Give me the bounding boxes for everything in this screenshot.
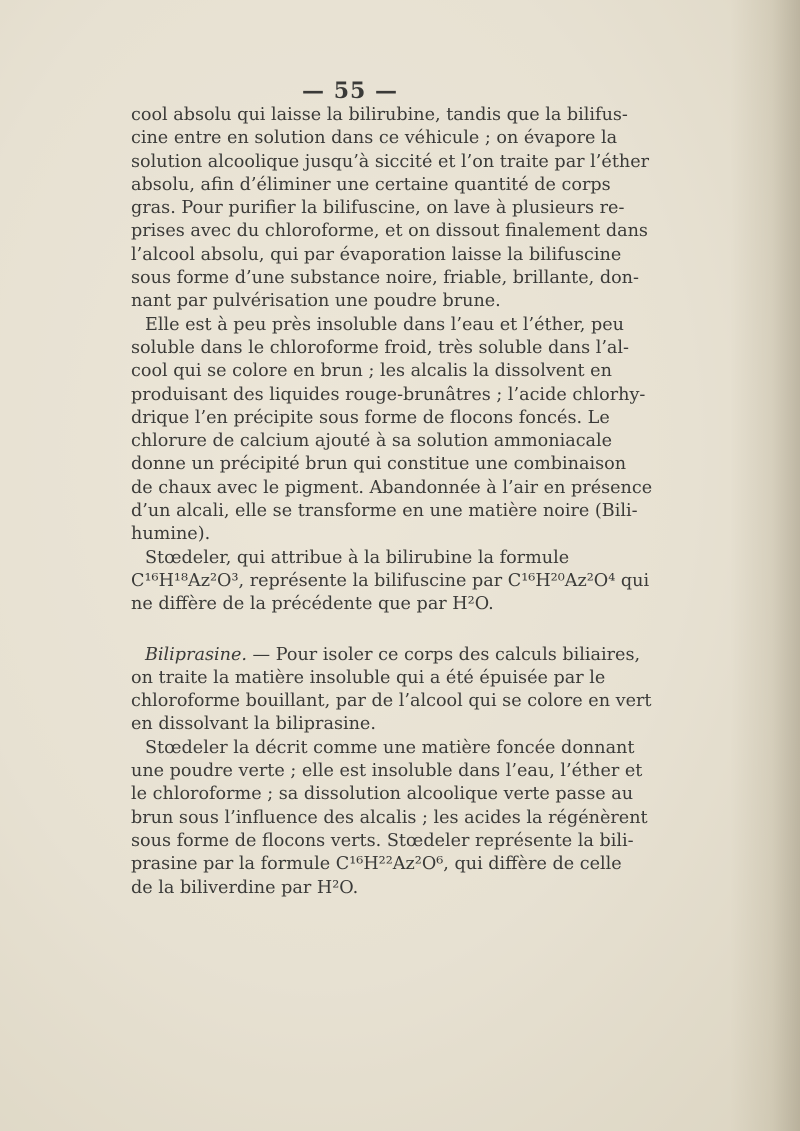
text-line: cool qui se colore en brun ; les alcalis la dissolvent en: [131, 361, 612, 382]
text-line: absolu, afin d’éliminer une certaine quantité de corps: [131, 174, 611, 195]
text-line: une poudre verte ; elle est insoluble dans l’eau, l’éther et: [131, 761, 643, 782]
text-line: d’un alcali, elle se transforme en une matière noire (Bili-: [131, 501, 638, 522]
text-line: on traite la matière insoluble qui a été épuisée par le: [131, 667, 606, 688]
text-line: Elle est à peu près insoluble dans l’eau et l’éther, peu: [145, 314, 624, 335]
text-line: C¹⁶H¹⁸Az²O³, représente la bilifuscine par C¹⁶H²⁰Az²O⁴ qui: [131, 570, 650, 591]
text-segment: — Pour isoler ce corps des calculs biliaires,: [246, 644, 641, 665]
text-line: brun sous l’influence des alcalis ; les acides la régénèrent: [131, 807, 648, 828]
text-line: chlorure de calcium ajouté à sa solution ammoniacale: [131, 431, 613, 452]
text-line: prises avec du chloroforme, et on dissout finalement dans: [131, 221, 648, 242]
section-heading: Biliprasine.: [145, 644, 247, 665]
section-heading-line: [131, 644, 641, 667]
text-line: cine entre en solution dans ce véhicule ; on évapore la: [131, 128, 618, 149]
text-line: nant par pulvérisation une poudre brune.: [131, 291, 501, 312]
page-edge-shading: [730, 0, 800, 1131]
text-line: drique l’en précipite sous forme de flocons foncés. Le: [131, 407, 610, 428]
text-line: de chaux avec le pigment. Abandonnée à l’air en présence: [131, 477, 653, 498]
text-line: de la biliverdine par H²O.: [131, 877, 359, 898]
text-line: cool absolu qui laisse la bilirubine, tandis que la bilifus-: [131, 105, 628, 125]
text-line: en dissolvant la biliprasine.: [131, 714, 376, 735]
text-line: sous forme de flocons verts. Stœdeler représente la bili-: [131, 830, 634, 851]
text-line: chloroforme bouillant, par de l’alcool qui se colore en vert: [131, 691, 652, 712]
text-line: donne un précipité brun qui constitue une combinaison: [131, 454, 627, 475]
text-line: produisant des liquides rouge-brunâtres ; l’acide chlorhy-: [131, 384, 646, 405]
text-line: humine).: [131, 524, 211, 545]
page-number: — 55 —: [302, 78, 398, 104]
text-line: l’alcool absolu, qui par évaporation laisse la bilifuscine: [131, 244, 622, 265]
text-line: prasine par la formule C¹⁶H²²Az²O⁶, qui diffère de celle: [131, 854, 622, 875]
text-line: Stœdeler la décrit comme une matière foncée donnant: [145, 737, 635, 758]
text-line: ne diffère de la précédente que par H²O.: [131, 594, 494, 615]
text-line: sous forme d’une substance noire, friable, brillante, don-: [131, 268, 639, 289]
text-line: solution alcoolique jusqu’à siccité et l’on traite par l’éther: [131, 151, 650, 172]
text-line: gras. Pour purifier la bilifuscine, on lave à plusieurs re-: [131, 198, 625, 219]
text-line: le chloroforme ; sa dissolution alcoolique verte passe au: [131, 784, 634, 805]
body-text: [131, 104, 653, 900]
text-line: Stœdeler, qui attribue à la bilirubine la formule: [145, 547, 570, 568]
section-gap: [131, 617, 568, 644]
text-line: soluble dans le chloroforme froid, très soluble dans l’al-: [131, 337, 629, 358]
